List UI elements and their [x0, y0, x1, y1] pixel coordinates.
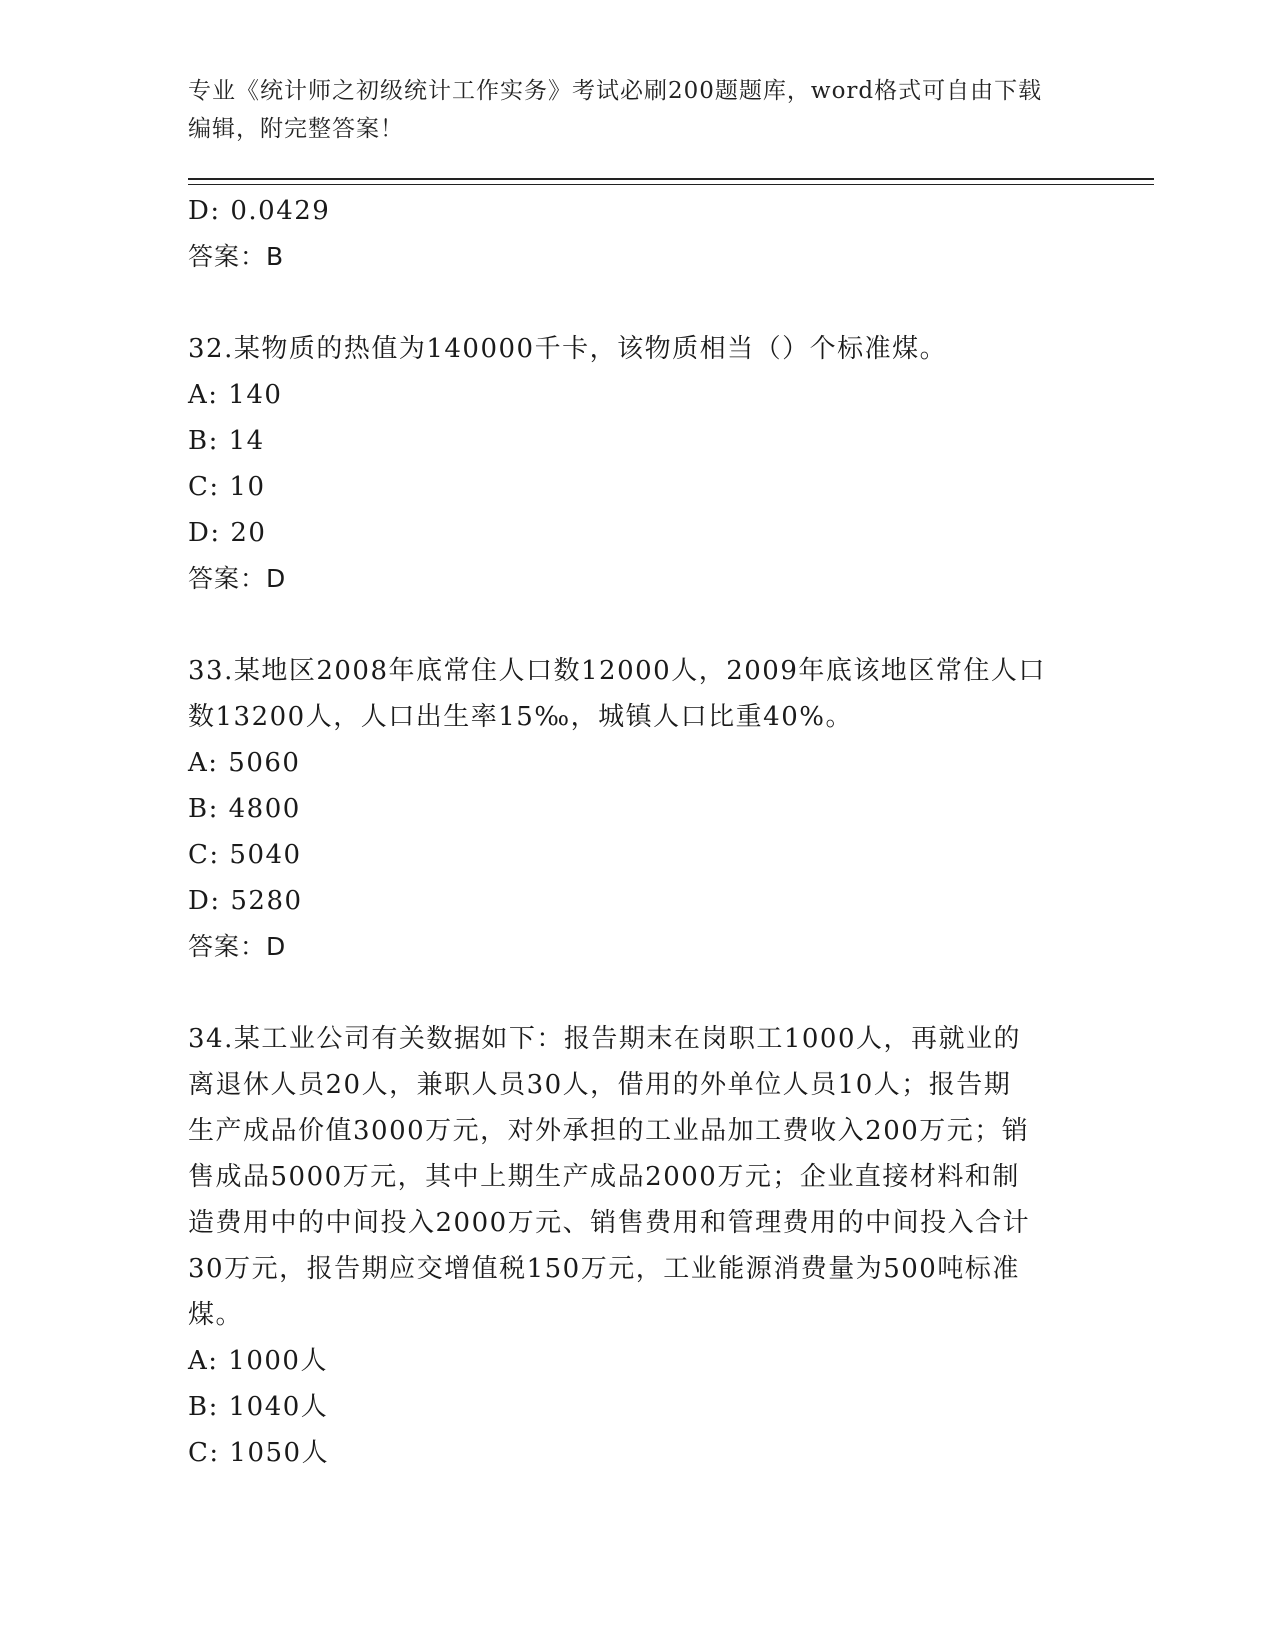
- spacer: [188, 970, 1088, 1016]
- question-stem-line-2: 离退休人员20人，兼职人员30人，借用的外单位人员10人；报告期: [188, 1070, 1012, 1100]
- option-c: C: 1050人: [188, 1438, 330, 1468]
- question-32: [188, 326, 1088, 602]
- option-d: D: 5280: [188, 886, 303, 916]
- question-stem-line-6: 30万元，报告期应交增值税150万元，工业能源消费量为500吨标准: [188, 1254, 1020, 1284]
- question-stem-line-2: 数13200人，人口出生率15‰，城镇人口比重40%。: [188, 702, 853, 732]
- option-a: A: 5060: [188, 748, 301, 778]
- question-list: [188, 188, 1088, 1476]
- header-line-1: 专业《统计师之初级统计工作实务》考试必刷200题题库，word格式可自由下载: [188, 78, 1043, 104]
- question-stem-line-4: 售成品5000万元，其中上期生产成品2000万元；企业直接材料和制: [188, 1162, 1020, 1192]
- answer-label: 答案：D: [188, 932, 287, 961]
- question-33: [188, 648, 1088, 970]
- header-divider-thin: [188, 184, 1154, 185]
- question-31-tail: [188, 188, 1088, 280]
- question-stem-line-5: 造费用中的中间投入2000万元、销售费用和管理费用的中间投入合计: [188, 1208, 1031, 1238]
- option-b: B: 14: [188, 426, 265, 456]
- question-stem-line-7: 煤。: [188, 1300, 244, 1330]
- document-header: [188, 72, 1068, 148]
- question-stem: 32.某物质的热值为140000千卡，该物质相当（）个标准煤。: [188, 334, 948, 364]
- header-line-2: 编辑，附完整答案！: [188, 116, 404, 142]
- option-b: B: 4800: [188, 794, 301, 824]
- option-d: D: 0.0429: [188, 196, 331, 226]
- option-c: C: 10: [188, 472, 266, 502]
- option-c: C: 5040: [188, 840, 302, 870]
- header-divider-thick: [188, 178, 1154, 180]
- option-a: A: 140: [188, 380, 283, 410]
- question-34: [188, 1016, 1088, 1476]
- question-stem-line-1: 33.某地区2008年底常住人口数12000人，2009年底该地区常住人口: [188, 656, 1046, 686]
- question-stem-line-3: 生产成品价值3000万元，对外承担的工业品加工费收入200万元；销: [188, 1116, 1030, 1146]
- question-stem-line-1: 34.某工业公司有关数据如下：报告期末在岗职工1000人，再就业的: [188, 1024, 1022, 1054]
- option-d: D: 20: [188, 518, 267, 548]
- answer-label: 答案：D: [188, 564, 287, 593]
- answer-label: 答案：B: [188, 242, 285, 271]
- option-b: B: 1040人: [188, 1392, 329, 1422]
- spacer: [188, 602, 1088, 648]
- spacer: [188, 280, 1088, 326]
- option-a: A: 1000人: [188, 1346, 328, 1376]
